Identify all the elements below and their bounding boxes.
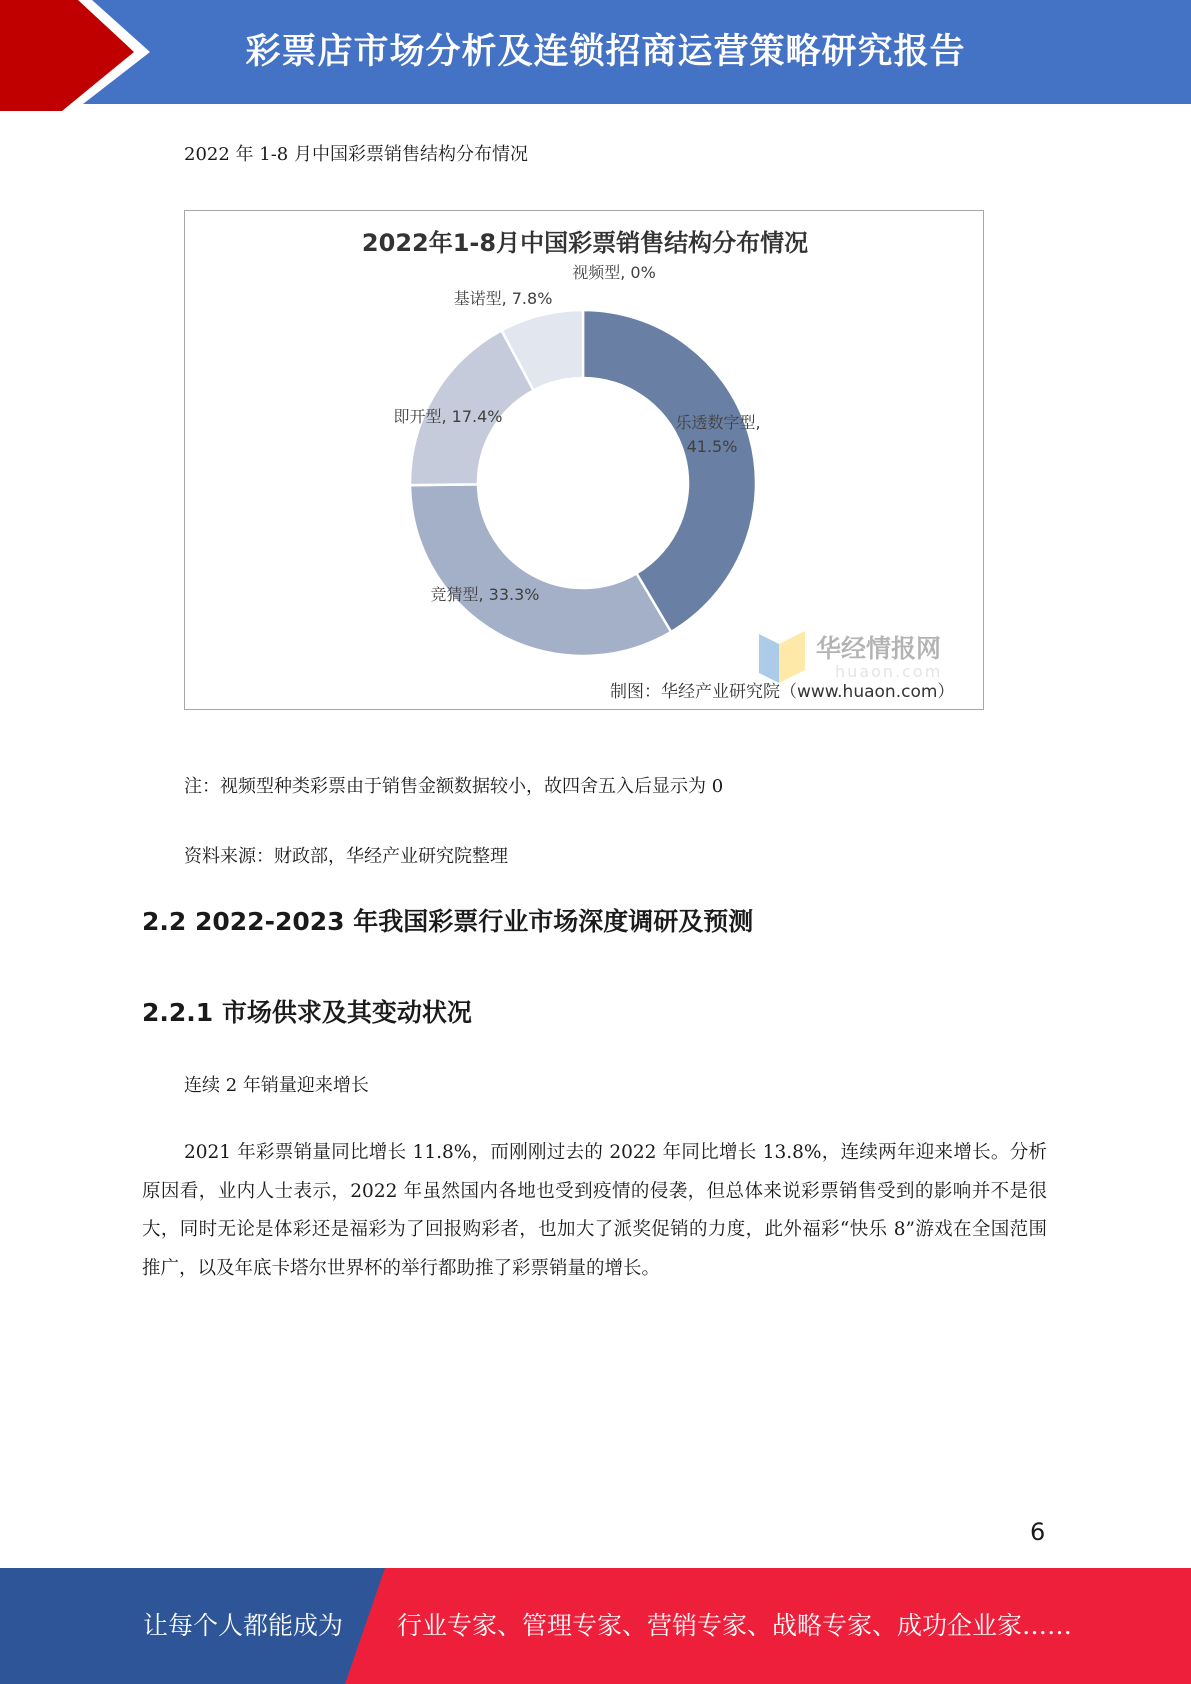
- donut-chart: [184, 210, 984, 710]
- watermark-logo-left: [759, 634, 779, 683]
- chart-title: 2022年1-8月中国彩票销售结构分布情况: [361, 229, 809, 257]
- page-header: [0, 0, 1191, 111]
- slice-label-0-line1: 乐透数字型,: [675, 413, 761, 432]
- watermark-en: huaon.com: [835, 662, 943, 681]
- slice-label-3: 基诺型, 7.8%: [453, 289, 553, 308]
- page-footer: [0, 1568, 1191, 1684]
- section-heading: 2.2 2022-2023 年我国彩票行业市场深度调研及预测: [142, 907, 754, 936]
- subsection-heading: 2.2.1 市场供求及其变动状况: [142, 998, 472, 1027]
- slice-label-2: 即开型, 17.4%: [393, 407, 503, 426]
- watermark-logo-right: [779, 631, 805, 683]
- data-source: 资料来源：财政部，华经产业研究院整理: [184, 846, 508, 867]
- chart-credit: 制图：华经产业研究院（www.huaon.com）: [610, 682, 955, 702]
- paragraph-subheading: 连续 2 年销量迎来增长: [184, 1075, 369, 1096]
- watermark-cn: 华经情报网: [816, 634, 942, 663]
- footer-slogan: 让每个人都能成为: [143, 1611, 344, 1640]
- header-title: 彩票店市场分析及连锁招商运营策略研究报告: [245, 32, 966, 72]
- body-paragraph: 2021 年彩票销量同比增长 11.8%，而刚刚过去的 2022 年同比增长 13.8%，连续两年迎来增长。分析原因看，业内人士表示，2022 年虽然国内各地也受到疫情的侵袭，但总体来说彩票销售受到的影响并不是很大，同时无论是体彩还是福彩为了回报购彩者，也加大了派奖促销的力度，此外福彩“快乐 8”游戏在全国范围推广，以及年底卡塔尔世界杯的举行都助推了彩票销量的增长。: [142, 1142, 1047, 1279]
- footer-tagline: 行业专家、管理专家、营销专家、战略专家、成功企业家……: [397, 1611, 1073, 1640]
- slice-label-1: 竞猜型, 33.3%: [430, 585, 540, 604]
- chart-canvas: [185, 211, 985, 711]
- slice-label-0-line2: 41.5%: [686, 437, 738, 456]
- watermark: [759, 631, 942, 683]
- page-number: 6: [1030, 1518, 1046, 1546]
- chart-note: 注：视频型种类彩票由于销售金额数据较小，故四舍五入后显示为 0: [184, 776, 724, 797]
- figure-caption: 2022 年 1-8 月中国彩票销售结构分布情况: [184, 144, 528, 165]
- slice-label-4: 视频型, 0%: [572, 263, 656, 282]
- slice-1: [410, 484, 671, 656]
